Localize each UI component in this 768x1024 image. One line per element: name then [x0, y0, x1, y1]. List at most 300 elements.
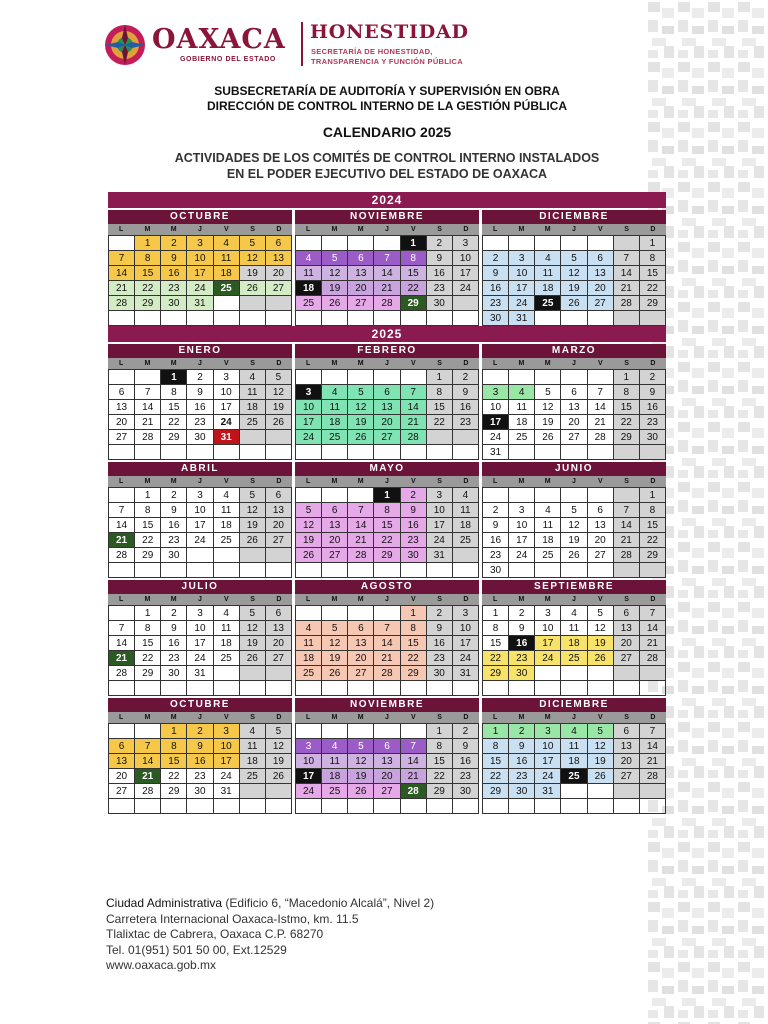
- weekday-label: D: [650, 596, 656, 603]
- day-cell: 8: [401, 251, 427, 266]
- weekday-label: V: [410, 714, 416, 721]
- empty-cell: [296, 563, 322, 578]
- day-cell: 1: [614, 370, 640, 385]
- day-grid: [482, 605, 666, 696]
- day-cell: 18: [240, 400, 266, 415]
- day-cell: 29: [640, 548, 666, 563]
- day-cell: 15: [640, 518, 666, 533]
- brand-oaxaca: OAXACA: [152, 24, 286, 55]
- brand-subtitle-1: SECRETARÍA DE HONESTIDAD,: [311, 47, 433, 56]
- empty-cell: [296, 488, 322, 503]
- weekday-label: J: [572, 226, 576, 233]
- weekday-label: S: [437, 360, 442, 367]
- day-cell: 17: [483, 415, 509, 430]
- day-cell: 6: [266, 236, 292, 251]
- day-cell: 4: [535, 251, 561, 266]
- month-name: SEPTIEMBRE: [482, 580, 666, 594]
- day-cell: 27: [109, 430, 135, 445]
- day-cell: 12: [322, 266, 348, 281]
- empty-cell: [161, 311, 187, 326]
- day-cell: 10: [483, 400, 509, 415]
- weekday-header: [295, 712, 479, 723]
- empty-cell: [453, 548, 479, 563]
- empty-cell: [561, 563, 587, 578]
- day-cell: 8: [374, 503, 400, 518]
- day-cell: 13: [614, 621, 640, 636]
- day-cell: 9: [161, 251, 187, 266]
- day-cell: 11: [214, 503, 240, 518]
- weekday-label: M: [544, 478, 551, 485]
- empty-cell: [296, 606, 322, 621]
- empty-cell: [561, 311, 587, 326]
- empty-cell: [401, 681, 427, 696]
- day-cell: 1: [640, 236, 666, 251]
- day-cell: 26: [240, 281, 266, 296]
- day-cell: 24: [187, 281, 213, 296]
- day-cell: 25: [453, 533, 479, 548]
- day-cell: 26: [348, 430, 374, 445]
- empty-cell: [240, 296, 266, 311]
- day-cell: 13: [374, 754, 400, 769]
- empty-cell: [240, 311, 266, 326]
- day-cell: 9: [161, 621, 187, 636]
- day-cell: 23: [161, 281, 187, 296]
- day-cell: 23: [483, 296, 509, 311]
- day-cell: 10: [187, 503, 213, 518]
- day-cell: 11: [296, 636, 322, 651]
- weekday-label: M: [144, 226, 151, 233]
- day-cell: 12: [561, 266, 587, 281]
- weekday-header: [295, 224, 479, 235]
- brand-subtitle-2: TRANSPARENCIA Y FUNCIÓN PÚBLICA: [311, 57, 463, 66]
- day-cell: 15: [135, 518, 161, 533]
- day-cell: 13: [266, 503, 292, 518]
- day-cell: 25: [535, 548, 561, 563]
- month-name: OCTUBRE: [108, 210, 292, 224]
- day-cell: 22: [640, 281, 666, 296]
- empty-cell: [348, 681, 374, 696]
- weekday-label: J: [572, 596, 576, 603]
- day-cell: 17: [214, 400, 240, 415]
- weekday-label: S: [250, 360, 255, 367]
- day-cell: 1: [427, 724, 453, 739]
- empty-cell: [509, 681, 535, 696]
- empty-cell: [135, 563, 161, 578]
- day-cell: 19: [240, 518, 266, 533]
- day-cell: 19: [588, 636, 614, 651]
- day-cell: 18: [453, 518, 479, 533]
- day-cell: 23: [509, 769, 535, 784]
- day-cell: 4: [214, 606, 240, 621]
- empty-cell: [214, 666, 240, 681]
- day-cell: 20: [322, 533, 348, 548]
- day-cell: 11: [240, 739, 266, 754]
- day-cell: 18: [535, 533, 561, 548]
- day-cell: 6: [614, 724, 640, 739]
- empty-cell: [401, 445, 427, 460]
- day-cell: 24: [296, 430, 322, 445]
- day-cell: 20: [614, 754, 640, 769]
- empty-cell: [348, 236, 374, 251]
- day-cell: 11: [296, 266, 322, 281]
- day-cell: 5: [322, 621, 348, 636]
- day-cell: 8: [161, 739, 187, 754]
- day-cell: 19: [322, 281, 348, 296]
- weekday-header: [108, 358, 292, 369]
- weekday-header: [295, 594, 479, 605]
- weekday-label: S: [250, 596, 255, 603]
- day-cell: 18: [509, 415, 535, 430]
- day-cell: 10: [453, 251, 479, 266]
- month-name: JULIO: [108, 580, 292, 594]
- empty-cell: [266, 548, 292, 563]
- day-cell: 9: [453, 739, 479, 754]
- day-cell: 28: [401, 430, 427, 445]
- day-cell: 29: [483, 784, 509, 799]
- day-cell: 29: [401, 296, 427, 311]
- weekday-label: M: [170, 360, 177, 367]
- weekday-label: M: [144, 596, 151, 603]
- footer-line-2: Carretera Internacional Oaxaca-Istmo, km. 11.5: [106, 911, 359, 926]
- month-name: NOVIEMBRE: [295, 698, 479, 712]
- day-cell: 17: [187, 518, 213, 533]
- day-cell: 23: [161, 533, 187, 548]
- empty-cell: [561, 666, 587, 681]
- empty-cell: [240, 445, 266, 460]
- day-cell: 7: [109, 503, 135, 518]
- day-cell: 23: [427, 651, 453, 666]
- weekday-header: [108, 594, 292, 605]
- day-cell: 4: [214, 236, 240, 251]
- weekday-label: M: [144, 714, 151, 721]
- day-cell: 7: [374, 251, 400, 266]
- day-cell: 16: [161, 636, 187, 651]
- day-cell: 24: [296, 784, 322, 799]
- day-cell: 27: [348, 666, 374, 681]
- day-cell: 7: [401, 385, 427, 400]
- month-name: OCTUBRE: [108, 698, 292, 712]
- empty-cell: [240, 799, 266, 814]
- day-cell: 13: [109, 754, 135, 769]
- empty-cell: [374, 606, 400, 621]
- empty-cell: [453, 430, 479, 445]
- day-cell: 29: [401, 666, 427, 681]
- empty-cell: [535, 681, 561, 696]
- empty-cell: [135, 681, 161, 696]
- day-cell: 16: [509, 636, 535, 651]
- month-diciembre: [482, 210, 666, 326]
- empty-cell: [322, 370, 348, 385]
- day-cell: 28: [614, 296, 640, 311]
- day-cell: 20: [109, 415, 135, 430]
- empty-cell: [266, 311, 292, 326]
- day-cell: 30: [427, 666, 453, 681]
- weekday-label: L: [119, 478, 124, 485]
- day-cell: 6: [588, 251, 614, 266]
- day-cell: 6: [109, 385, 135, 400]
- weekday-label: M: [331, 596, 338, 603]
- day-cell: 17: [296, 769, 322, 784]
- day-cell: 11: [561, 739, 587, 754]
- day-cell: 24: [483, 430, 509, 445]
- empty-cell: [161, 445, 187, 460]
- weekday-label: J: [198, 596, 202, 603]
- month-junio: [482, 462, 666, 578]
- weekday-label: M: [357, 226, 364, 233]
- day-cell: 9: [187, 385, 213, 400]
- day-cell: 7: [640, 606, 666, 621]
- day-cell: 13: [266, 251, 292, 266]
- empty-cell: [266, 799, 292, 814]
- empty-cell: [296, 681, 322, 696]
- empty-cell: [214, 296, 240, 311]
- day-cell: 10: [187, 251, 213, 266]
- month-noviembre: [295, 210, 479, 326]
- weekday-label: L: [306, 226, 311, 233]
- day-cell: 8: [401, 621, 427, 636]
- month-noviembre: [295, 698, 479, 814]
- weekday-label: J: [572, 360, 576, 367]
- empty-cell: [374, 445, 400, 460]
- month-name: NOVIEMBRE: [295, 210, 479, 224]
- day-cell: 15: [427, 400, 453, 415]
- day-cell: 1: [483, 724, 509, 739]
- day-cell: 18: [214, 636, 240, 651]
- empty-cell: [561, 784, 587, 799]
- empty-cell: [453, 681, 479, 696]
- empty-cell: [588, 799, 614, 814]
- day-cell: 9: [427, 251, 453, 266]
- empty-cell: [588, 488, 614, 503]
- day-cell: 26: [266, 769, 292, 784]
- day-cell: 22: [640, 533, 666, 548]
- empty-cell: [109, 236, 135, 251]
- day-grid: [295, 605, 479, 696]
- day-cell: 15: [483, 636, 509, 651]
- day-cell: 15: [161, 754, 187, 769]
- day-cell: 7: [135, 739, 161, 754]
- day-cell: 31: [187, 296, 213, 311]
- day-cell: 28: [640, 651, 666, 666]
- day-cell: 12: [240, 503, 266, 518]
- empty-cell: [401, 370, 427, 385]
- day-cell: 30: [509, 784, 535, 799]
- day-cell: 23: [453, 415, 479, 430]
- empty-cell: [214, 548, 240, 563]
- day-cell: 23: [401, 533, 427, 548]
- day-cell: 12: [266, 385, 292, 400]
- empty-cell: [296, 311, 322, 326]
- weekday-label: D: [276, 226, 282, 233]
- day-cell: 2: [509, 606, 535, 621]
- day-cell: 24: [214, 415, 240, 430]
- day-cell: 18: [214, 518, 240, 533]
- day-cell: 25: [561, 651, 587, 666]
- day-cell: 26: [240, 651, 266, 666]
- brand-gobierno: GOBIERNO DEL ESTADO: [180, 56, 276, 63]
- weekday-header: [108, 224, 292, 235]
- month-diciembre: [482, 698, 666, 814]
- day-cell: 4: [453, 488, 479, 503]
- day-cell: 10: [296, 754, 322, 769]
- weekday-label: M: [544, 360, 551, 367]
- empty-cell: [266, 296, 292, 311]
- empty-cell: [322, 236, 348, 251]
- day-cell: 5: [240, 488, 266, 503]
- weekday-label: J: [198, 714, 202, 721]
- day-cell: 16: [401, 518, 427, 533]
- weekday-label: L: [493, 596, 498, 603]
- day-cell: 21: [374, 281, 400, 296]
- day-cell: 16: [161, 266, 187, 281]
- empty-cell: [322, 681, 348, 696]
- day-cell: 4: [535, 503, 561, 518]
- day-cell: 3: [187, 606, 213, 621]
- weekday-label: J: [385, 478, 389, 485]
- day-cell: 1: [161, 370, 187, 385]
- day-cell: 27: [614, 769, 640, 784]
- day-cell: 20: [374, 415, 400, 430]
- day-cell: 27: [266, 533, 292, 548]
- day-cell: 30: [509, 666, 535, 681]
- weekday-label: V: [223, 714, 229, 721]
- weekday-label: V: [223, 360, 229, 367]
- day-cell: 10: [214, 739, 240, 754]
- day-cell: 1: [374, 488, 400, 503]
- day-cell: 17: [535, 636, 561, 651]
- weekday-label: D: [650, 226, 656, 233]
- day-cell: 3: [535, 724, 561, 739]
- day-cell: 16: [453, 754, 479, 769]
- day-cell: 4: [296, 251, 322, 266]
- weekday-label: D: [276, 596, 282, 603]
- weekday-label: J: [385, 226, 389, 233]
- empty-cell: [640, 311, 666, 326]
- day-cell: 16: [427, 266, 453, 281]
- empty-cell: [561, 236, 587, 251]
- day-cell: 14: [348, 518, 374, 533]
- day-cell: 8: [614, 385, 640, 400]
- day-cell: 17: [453, 266, 479, 281]
- weekday-label: V: [597, 360, 603, 367]
- day-cell: 19: [322, 651, 348, 666]
- day-cell: 1: [401, 606, 427, 621]
- day-cell: 22: [427, 415, 453, 430]
- day-cell: 29: [161, 430, 187, 445]
- empty-cell: [588, 236, 614, 251]
- day-cell: 19: [266, 754, 292, 769]
- day-cell: 22: [135, 533, 161, 548]
- day-cell: 14: [374, 636, 400, 651]
- day-cell: 7: [401, 739, 427, 754]
- day-cell: 14: [109, 518, 135, 533]
- weekday-label: D: [463, 478, 469, 485]
- day-cell: 9: [161, 503, 187, 518]
- month-row: [108, 462, 666, 578]
- footer-building: Ciudad Administrativa: [106, 896, 223, 910]
- month-septiembre: [482, 580, 666, 696]
- empty-cell: [214, 681, 240, 696]
- empty-cell: [453, 296, 479, 311]
- month-enero: [108, 344, 292, 460]
- day-cell: 23: [427, 281, 453, 296]
- empty-cell: [214, 563, 240, 578]
- day-cell: 17: [214, 754, 240, 769]
- day-cell: 12: [561, 518, 587, 533]
- weekday-label: L: [306, 714, 311, 721]
- weekday-label: M: [170, 478, 177, 485]
- day-cell: 14: [614, 518, 640, 533]
- day-cell: 26: [296, 548, 322, 563]
- empty-cell: [322, 799, 348, 814]
- empty-cell: [509, 488, 535, 503]
- empty-cell: [588, 445, 614, 460]
- day-cell: 5: [266, 370, 292, 385]
- weekday-label: M: [331, 714, 338, 721]
- day-cell: 4: [561, 724, 587, 739]
- weekday-label: S: [624, 226, 629, 233]
- day-cell: 11: [535, 266, 561, 281]
- footer-website[interactable]: www.oaxaca.gob.mx: [106, 958, 217, 972]
- month-name: FEBRERO: [295, 344, 479, 358]
- logo-block: [104, 20, 484, 72]
- day-cell: 21: [401, 415, 427, 430]
- day-cell: 5: [561, 251, 587, 266]
- weekday-label: M: [144, 360, 151, 367]
- empty-cell: [588, 311, 614, 326]
- day-cell: 24: [509, 296, 535, 311]
- day-cell: 29: [135, 548, 161, 563]
- day-cell: 2: [453, 724, 479, 739]
- empty-cell: [614, 666, 640, 681]
- empty-cell: [374, 370, 400, 385]
- day-cell: 20: [614, 636, 640, 651]
- day-cell: 27: [374, 784, 400, 799]
- month-name: ABRIL: [108, 462, 292, 476]
- day-cell: 3: [296, 739, 322, 754]
- empty-cell: [640, 681, 666, 696]
- weekday-label: L: [306, 596, 311, 603]
- day-cell: 29: [640, 296, 666, 311]
- weekday-label: S: [437, 226, 442, 233]
- day-cell: 1: [135, 488, 161, 503]
- weekday-label: V: [597, 596, 603, 603]
- day-cell: 26: [535, 430, 561, 445]
- day-cell: 6: [348, 251, 374, 266]
- empty-cell: [240, 784, 266, 799]
- empty-cell: [135, 724, 161, 739]
- weekday-label: L: [493, 360, 498, 367]
- empty-cell: [535, 488, 561, 503]
- weekday-label: J: [385, 714, 389, 721]
- weekday-header: [295, 358, 479, 369]
- day-cell: 20: [348, 281, 374, 296]
- empty-cell: [374, 563, 400, 578]
- day-cell: 12: [588, 621, 614, 636]
- day-cell: 5: [296, 503, 322, 518]
- day-cell: 20: [588, 533, 614, 548]
- day-grid: [295, 369, 479, 460]
- empty-cell: [640, 445, 666, 460]
- brand-honestidad: HONESTIDAD: [310, 21, 469, 43]
- empty-cell: [266, 563, 292, 578]
- weekday-label: J: [385, 596, 389, 603]
- day-cell: 30: [161, 666, 187, 681]
- day-cell: 9: [453, 385, 479, 400]
- calendar: [108, 192, 666, 814]
- empty-cell: [483, 681, 509, 696]
- day-cell: 8: [640, 503, 666, 518]
